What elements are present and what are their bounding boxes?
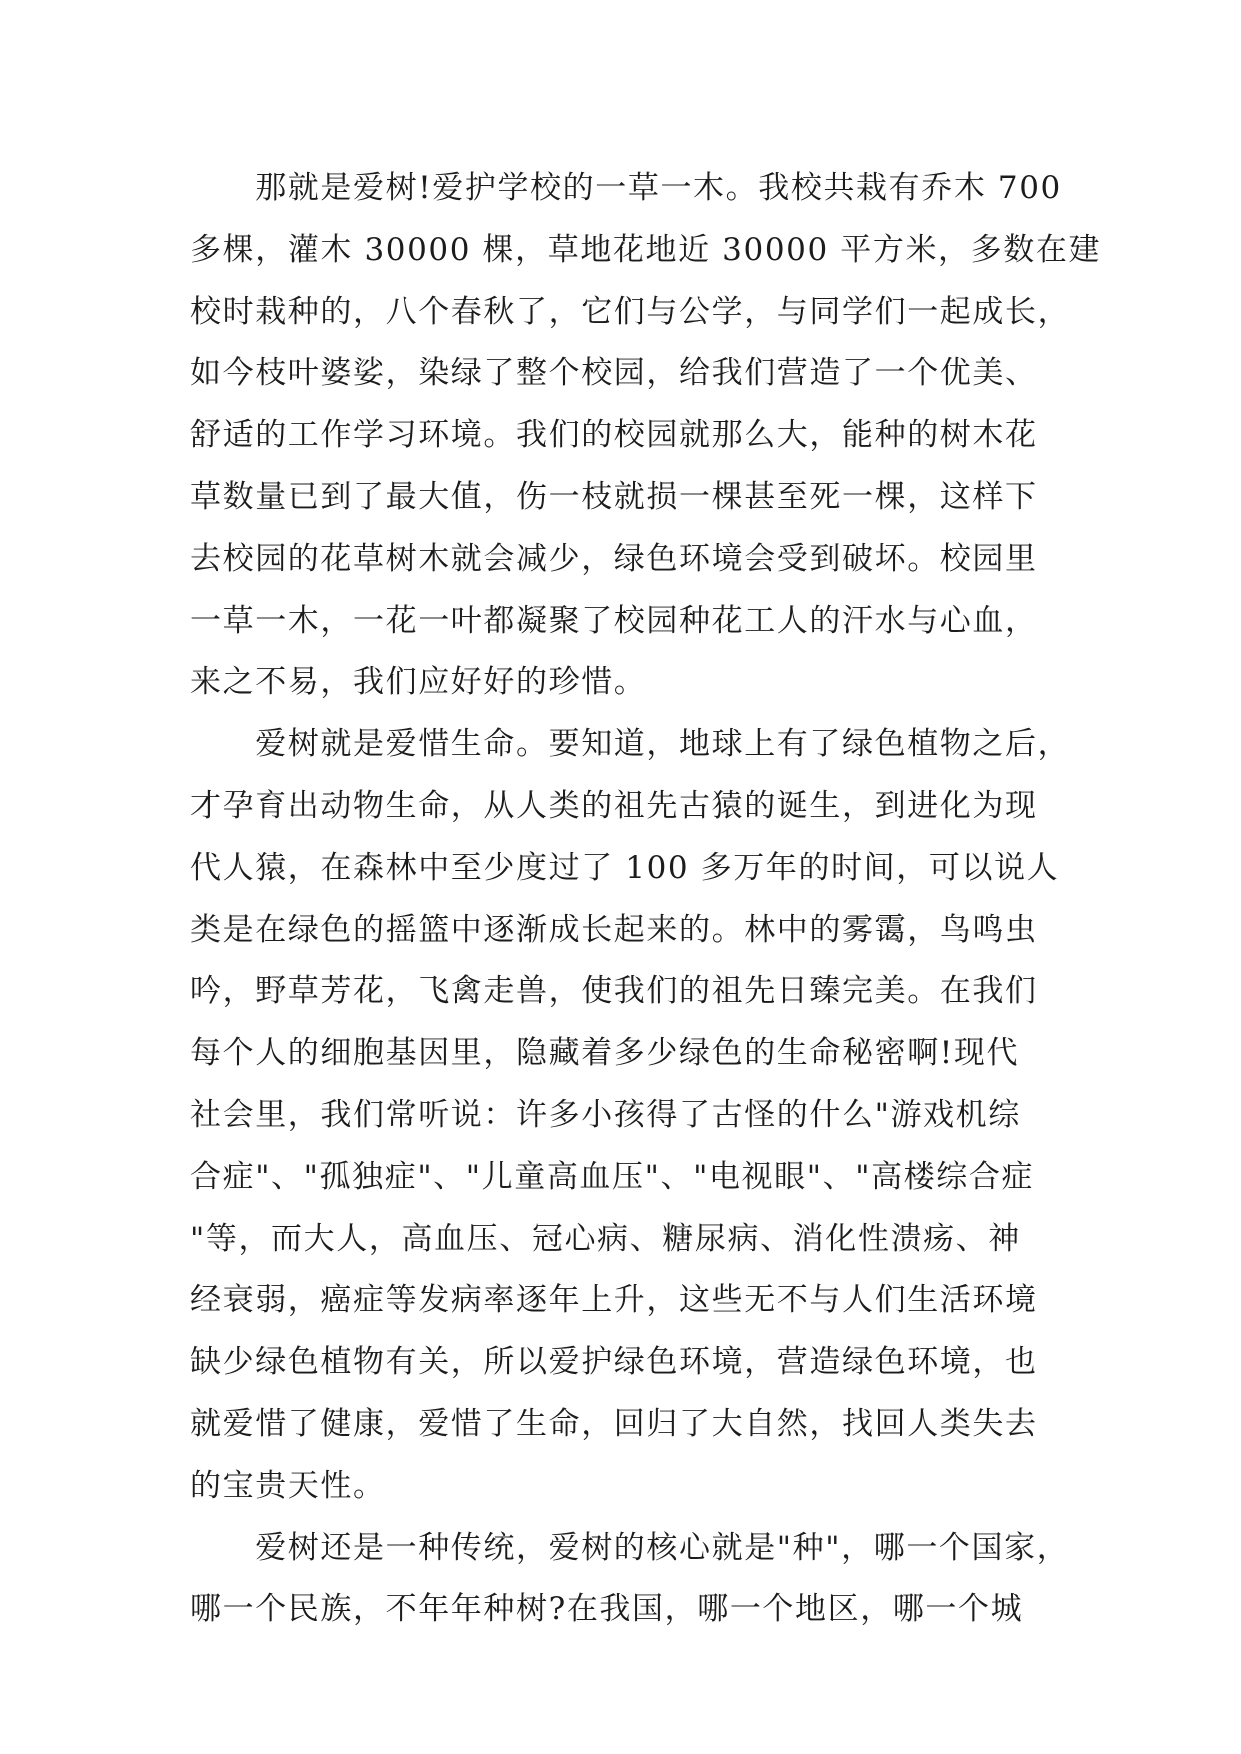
- text-line: 舒适的工作学习环境。我们的校园就那么大，能种的树木花: [190, 417, 1038, 454]
- text-line: 来之不易，我们应好好的珍惜。: [190, 664, 647, 701]
- text-line: 代人猿，在森林中至少度过了 100 多万年的时间，可以说人: [190, 849, 1060, 886]
- text-line: 爱树还是一种传统，爱树的核心就是"种"，哪一个国家，: [190, 1529, 1070, 1566]
- text-line: 多棵，灌木 30000 棵，草地花地近 30000 平方米，多数在建: [190, 231, 1102, 268]
- text-line: 去校园的花草树木就会减少，绿色环境会受到破坏。校园里: [190, 540, 1038, 577]
- text-line: 如今枝叶婆娑，染绿了整个校园，给我们营造了一个优美、: [190, 355, 1038, 392]
- text-line: "等，而大人，高血压、冠心病、糖尿病、消化性溃疡、神: [190, 1220, 1021, 1257]
- text-line: 草数量已到了最大值，伤一枝就损一棵甚至死一棵，这样下: [190, 478, 1038, 515]
- text-line: 爱树就是爱惜生命。要知道，地球上有了绿色植物之后，: [190, 726, 1071, 763]
- text-line: 那就是爱树!爱护学校的一草一木。我校共栽有乔木 700: [190, 170, 1062, 206]
- text-line: 的宝贵天性。: [190, 1467, 386, 1504]
- text-line: 吟，野草芳花，飞禽走兽，使我们的祖先日臻完美。在我们: [190, 973, 1038, 1010]
- text-line: 一草一木，一花一叶都凝聚了校园种花工人的汗水与心血，: [190, 602, 1038, 639]
- text-line: 哪一个民族，不年年种树?在我国，哪一个地区，哪一个城: [190, 1591, 1024, 1628]
- text-line: 每个人的细胞基因里，隐藏着多少绿色的生命秘密啊!现代: [190, 1035, 1020, 1072]
- paragraph-love-trees-life: [190, 714, 1071, 1517]
- text-line: 社会里，我们常听说：许多小孩得了古怪的什么"游戏机综: [190, 1096, 1021, 1133]
- text-line: 合症"、"孤独症"、"儿童高血压"、"电视眼"、"高楼综合症: [190, 1158, 1035, 1195]
- text-line: 经衰弱，癌症等发病率逐年上升，这些无不与人们生活环境: [190, 1282, 1038, 1319]
- text-line: 就爱惜了健康，爱惜了生命，回归了大自然，找回人类失去: [190, 1405, 1038, 1442]
- text-line: 缺少绿色植物有关，所以爱护绿色环境，营造绿色环境，也: [190, 1344, 1038, 1381]
- paragraph-love-trees-tradition: [190, 1518, 1070, 1642]
- text-line: 校时栽种的，八个春秋了，它们与公学，与同学们一起成长，: [190, 293, 1071, 330]
- paragraph-love-trees-campus: [190, 158, 1102, 714]
- text-line: 类是在绿色的摇篮中逐渐成长起来的。林中的雾霭，鸟鸣虫: [190, 911, 1038, 948]
- text-line: 才孕育出动物生命，从人类的祖先古猿的诞生，到进化为现: [190, 787, 1038, 824]
- document-body: [190, 158, 1102, 1641]
